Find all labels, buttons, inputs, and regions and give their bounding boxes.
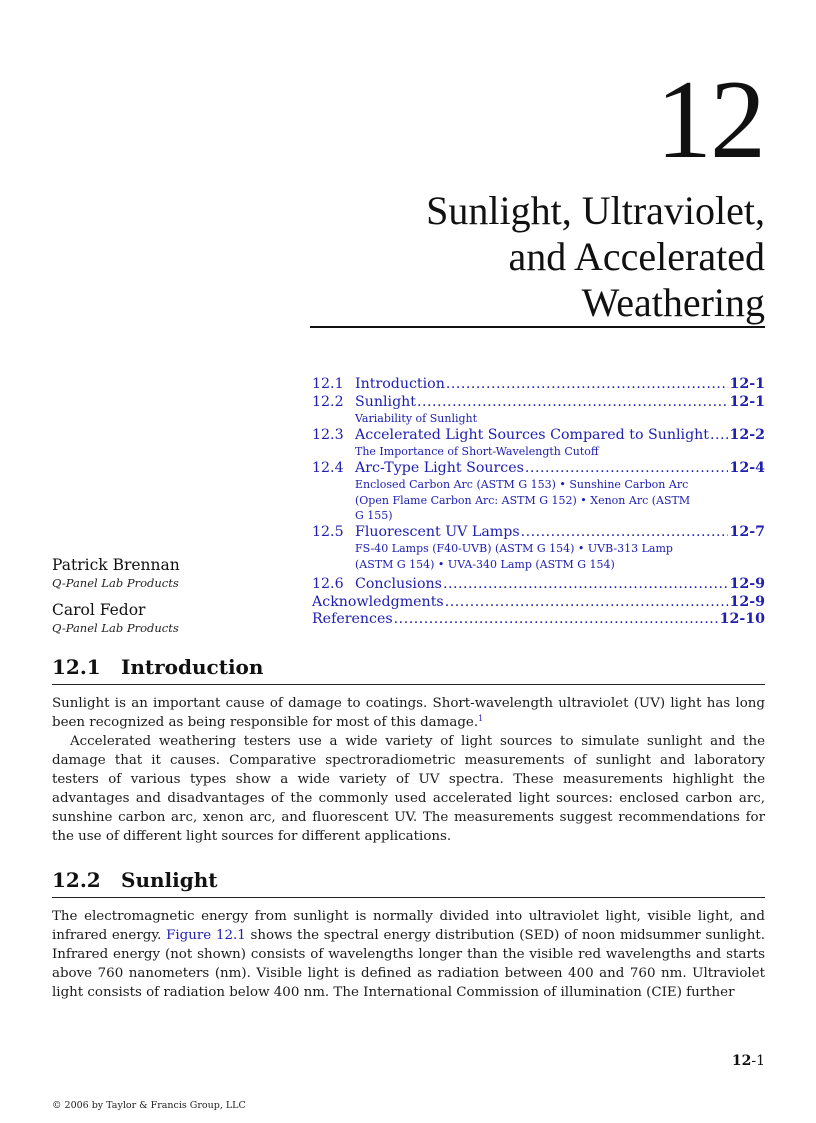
toc-number: 12.5 — [312, 523, 344, 540]
copyright-notice: © 2006 by Taylor & Francis Group, LLC — [52, 1100, 246, 1111]
toc-subentry[interactable]: (ASTM G 154) • UVA-340 Lamp (ASTM G 154) — [355, 557, 615, 571]
toc-leader — [417, 394, 728, 412]
toc-number: 12.1 — [312, 376, 344, 392]
introduction-body — [52, 694, 765, 846]
toc-entry-fluorescent-uv-lamps[interactable] — [312, 524, 765, 542]
toc-page[interactable]: 12-1 — [729, 376, 765, 392]
author-name: Carol Fedor — [52, 601, 146, 619]
chapter-title-line: Weathering — [581, 280, 765, 325]
toc-page[interactable]: 12-4 — [729, 459, 765, 476]
author-name: Patrick Brennan — [52, 556, 180, 574]
author-affiliation: Q-Panel Lab Products — [52, 621, 179, 635]
paragraph — [52, 907, 765, 1002]
toc-label[interactable]: Sunlight — [355, 393, 416, 410]
toc-subentry[interactable]: FS-40 Lamps (F40-UVB) (ASTM G 154) • UVB-313 Lamp — [355, 542, 673, 555]
toc-page[interactable]: 12-1 — [729, 393, 765, 410]
toc-leader — [394, 611, 719, 629]
toc-subentry[interactable]: Enclosed Carbon Arc (ASTM G 153) • Sunshine Carbon Arc — [355, 478, 689, 491]
section-rule — [52, 684, 765, 685]
chapter-number: 12 — [656, 58, 764, 182]
toc-entry-acknowledgments[interactable] — [312, 594, 765, 612]
toc-number: 12.6 — [312, 576, 344, 592]
toc-label[interactable]: Fluorescent UV Lamps — [355, 523, 520, 540]
page-chapter: 12 — [731, 1053, 752, 1069]
toc-number: 12.3 — [312, 426, 344, 443]
toc-leader — [446, 376, 729, 394]
toc-leader — [521, 524, 729, 542]
toc-subentry[interactable]: Variability of Sunlight — [355, 412, 478, 425]
section-rule — [52, 897, 765, 898]
toc-entry-accelerated-light-sources[interactable] — [312, 427, 765, 445]
toc-page[interactable]: 12-2 — [729, 426, 765, 443]
section-title: Introduction — [121, 655, 264, 679]
toc-page[interactable]: 12-9 — [729, 576, 765, 592]
toc-label[interactable]: Accelerated Light Sources Compared to Sunlight — [355, 426, 710, 443]
reference-marker[interactable]: 1 — [478, 714, 484, 723]
table-of-contents — [312, 376, 765, 629]
toc-label[interactable]: References — [312, 611, 393, 627]
page-number — [732, 1053, 765, 1069]
paragraph-text: Sunlight is an important cause of damage to coatings. Short-wavelength ultraviolet (UV) light has long been recognized as being responsible for most of this damage. — [52, 696, 765, 730]
title-rule — [310, 326, 765, 328]
section-heading-introduction — [52, 655, 263, 679]
page-num: -1 — [751, 1053, 765, 1069]
paragraph-text: shows the spectral energy distribution (SED) of noon midsummer sunlight. Infrared energy (not shown) consists of wavelengths longer than the visible red wavelengths and starts above 760 nanometers (nm). Visible light is defined as radiation between 400 and 760 nm. Ultraviolet light consists of radiation below 400 nm. The International Commission of illumination (CIE) further — [52, 928, 765, 1000]
chapter-title — [305, 188, 765, 326]
toc-leader — [445, 594, 729, 612]
section-number: 12.2 — [52, 868, 101, 892]
toc-page[interactable]: 12-10 — [719, 611, 765, 627]
author-block — [52, 555, 180, 645]
section-number: 12.1 — [52, 655, 101, 679]
toc-leader — [710, 427, 728, 445]
toc-subentry[interactable]: (Open Flame Carbon Arc: ASTM G 152) • Xenon Arc (ASTM — [355, 493, 691, 507]
toc-subentry[interactable]: The Importance of Short-Wavelength Cutoff — [355, 445, 599, 458]
toc-subentry[interactable]: G 155) — [355, 509, 393, 522]
paragraph: Accelerated weathering testers use a wide variety of light sources to simulate sunlight and the damage that it causes. Comparative spectroradiometric measurements of sunlight and laboratory testers of various types show a wide variety of UV spectra. These measurements highlight the advantages and disadvantages of the commonly used accelerated light sources: enclosed carbon arc, sunshine carbon arc, xenon arc, and fluorescent UV. The measurements suggest recommendations for the use of different light sources for different applications. — [52, 734, 765, 844]
chapter-title-line: and Accelerated — [508, 234, 765, 279]
toc-label[interactable]: Acknowledgments — [312, 593, 444, 610]
author-affiliation: Q-Panel Lab Products — [52, 576, 179, 590]
toc-leader — [443, 576, 729, 594]
section-heading-sunlight — [52, 868, 217, 892]
toc-entry-introduction[interactable] — [312, 376, 765, 394]
toc-page[interactable]: 12-7 — [729, 523, 765, 540]
paragraph-text: The electromagnetic energy from sunlight is normally divided into ultraviolet light, visible light, and infrared energy. — [52, 909, 765, 943]
toc-entry-sunlight[interactable] — [312, 394, 765, 412]
toc-number: 12.2 — [312, 393, 344, 410]
toc-label[interactable]: Conclusions — [355, 576, 442, 592]
toc-entry-arc-type-light-sources[interactable] — [312, 460, 765, 478]
toc-label[interactable]: Introduction — [355, 376, 445, 392]
section-title: Sunlight — [121, 868, 218, 892]
figure-link[interactable]: Figure 12.1 — [166, 928, 246, 943]
chapter-title-line: Sunlight, Ultraviolet, — [426, 188, 765, 233]
sunlight-body — [52, 907, 765, 1002]
toc-leader — [525, 460, 729, 478]
toc-entry-conclusions[interactable] — [312, 576, 765, 594]
toc-number: 12.4 — [312, 459, 344, 476]
paragraph — [52, 694, 765, 732]
toc-label[interactable]: Arc-Type Light Sources — [355, 459, 524, 476]
toc-page[interactable]: 12-9 — [729, 593, 765, 610]
toc-entry-references[interactable] — [312, 611, 765, 629]
